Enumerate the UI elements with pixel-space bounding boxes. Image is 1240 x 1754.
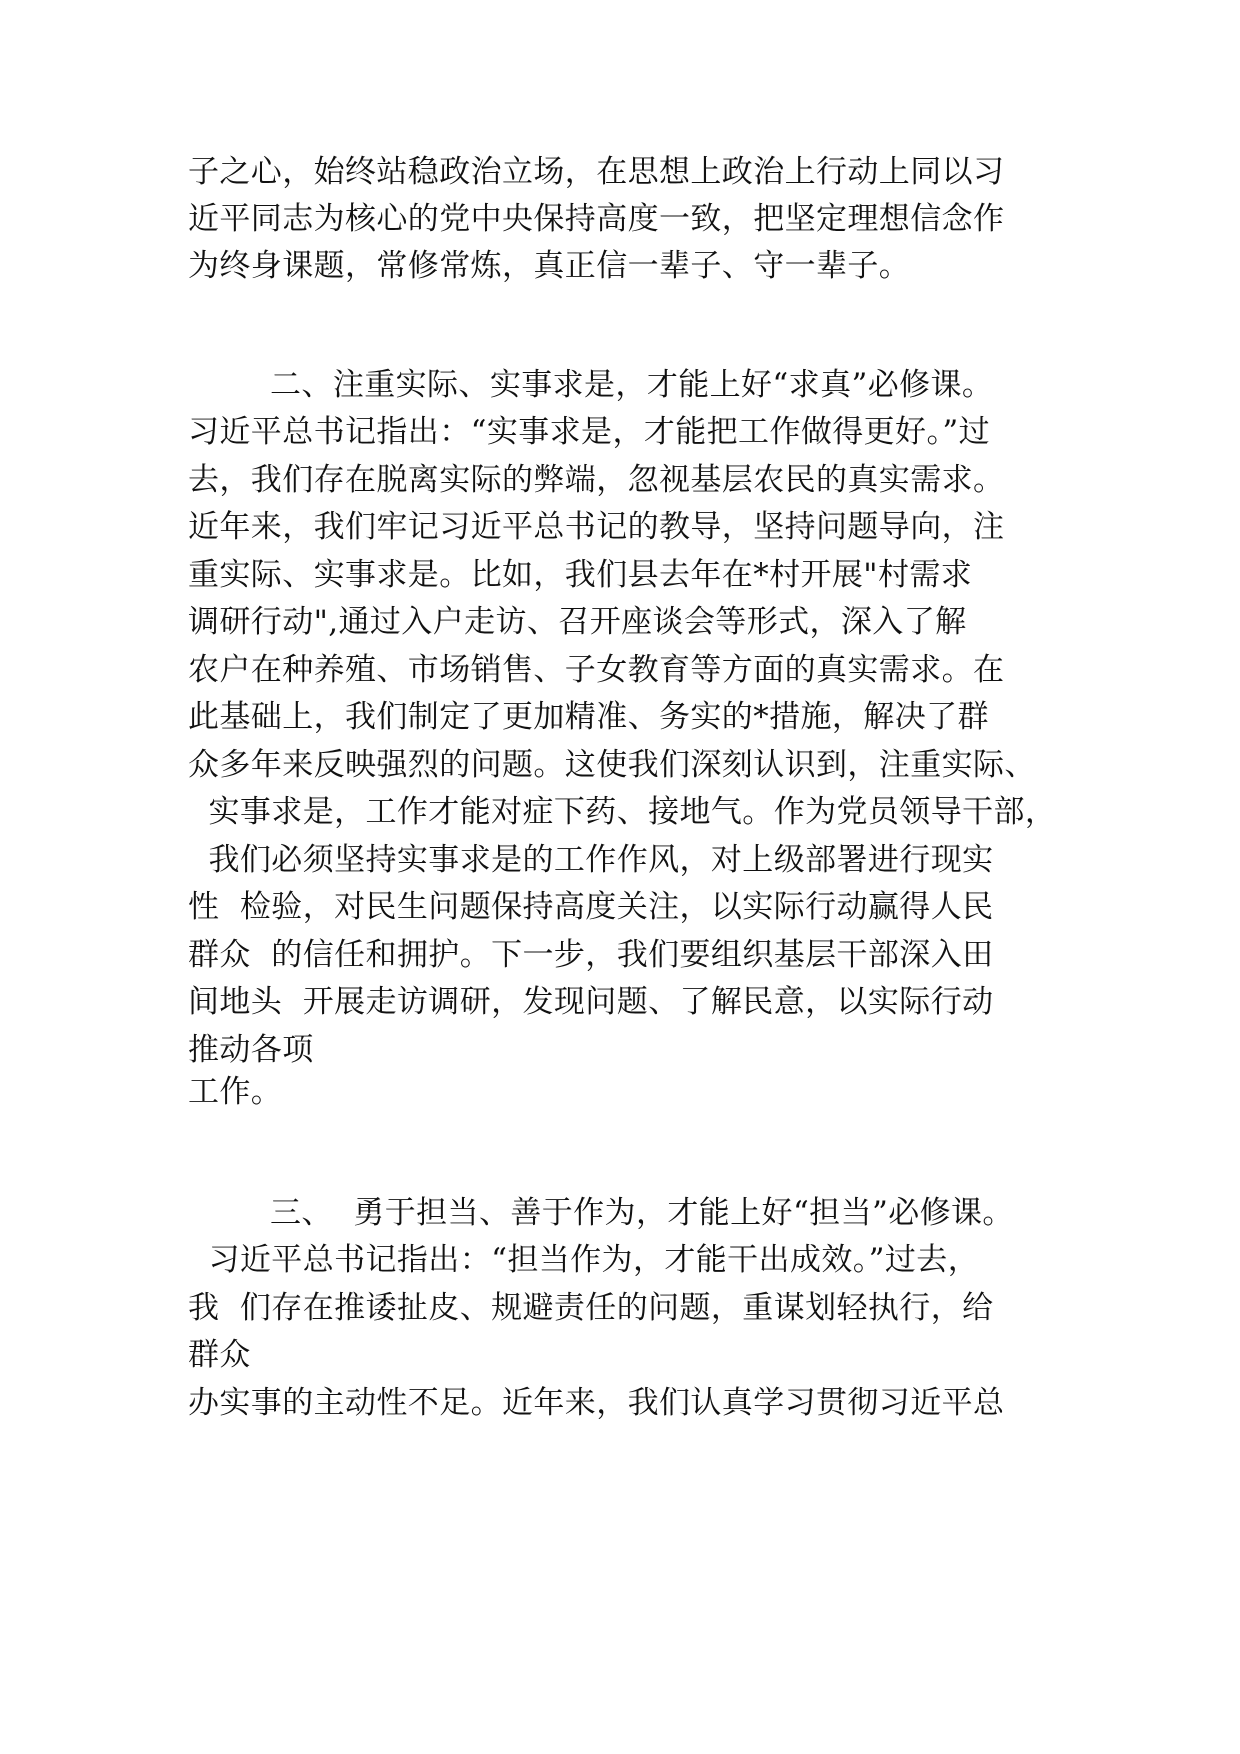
text-line: 农户在种养殖、市场销售、子女教育等方面的真实需求。在 [188, 652, 1005, 688]
text-line: 近平同志为核心的党中央保持高度一致，把坚定理想信念作 [188, 201, 1005, 237]
text-line: 工作。 [188, 1074, 283, 1110]
text-line: 我们必须坚持实事求是的工作作风，对上级部署进行现实 [188, 842, 994, 878]
text-line: 近年来，我们牢记习近平总书记的教导，坚持问题导向，注 [188, 509, 1005, 545]
text-line: 我 们存在推诿扯皮、规避责任的问题，重谋划轻执行，给 [188, 1290, 994, 1326]
text-line: 习近平总书记指出：“实事求是，才能把工作做得更好。”过 [188, 414, 990, 450]
text-line: 间地头 开展走访调研，发现问题、了解民意，以实际行动 [188, 984, 994, 1020]
text-line: 子之心，始终站稳政治立场，在思想上政治上行动上同以习 [188, 154, 1005, 190]
text-line: 群众 [188, 1337, 251, 1373]
text-line: 去，我们存在脱离实际的弊端，忽视基层农民的真实需求。 [188, 462, 1005, 498]
text-line: 实事求是，工作才能对症下药、接地气。作为党员领导干部， [188, 794, 1057, 830]
text-line: 推动各项 [188, 1032, 314, 1068]
section-heading-2: 二、注重实际、实事求是，才能上好“求真”必修课。 [188, 367, 994, 403]
text-line: 性 检验，对民生问题保持高度关注，以实际行动赢得人民 [188, 889, 994, 925]
text-line: 调研行动",通过入户走访、召开座谈会等形式，深入了解 [188, 604, 967, 640]
text-line: 办实事的主动性不足。近年来，我们认真学习贯彻习近平总 [188, 1385, 1005, 1421]
text-line: 群众 的信任和拥护。下一步，我们要组织基层干部深入田 [188, 937, 994, 973]
section-heading-3: 三、 勇于担当、善于作为，才能上好“担当”必修课。 [188, 1195, 1014, 1231]
text-line: 为终身课题，常修常炼，真正信一辈子、守一辈子。 [188, 248, 911, 284]
text-line: 重实际、实事求是。比如，我们县去年在*村开展"村需求 [188, 557, 973, 593]
text-line: 习近平总书记指出：“担当作为，才能干出成效。”过去， [188, 1242, 980, 1278]
text-line: 此基础上，我们制定了更加精准、务实的*措施，解决了群 [188, 699, 989, 735]
text-line: 众多年来反映强烈的问题。这使我们深刻认识到，注重实际、 [188, 747, 1036, 783]
